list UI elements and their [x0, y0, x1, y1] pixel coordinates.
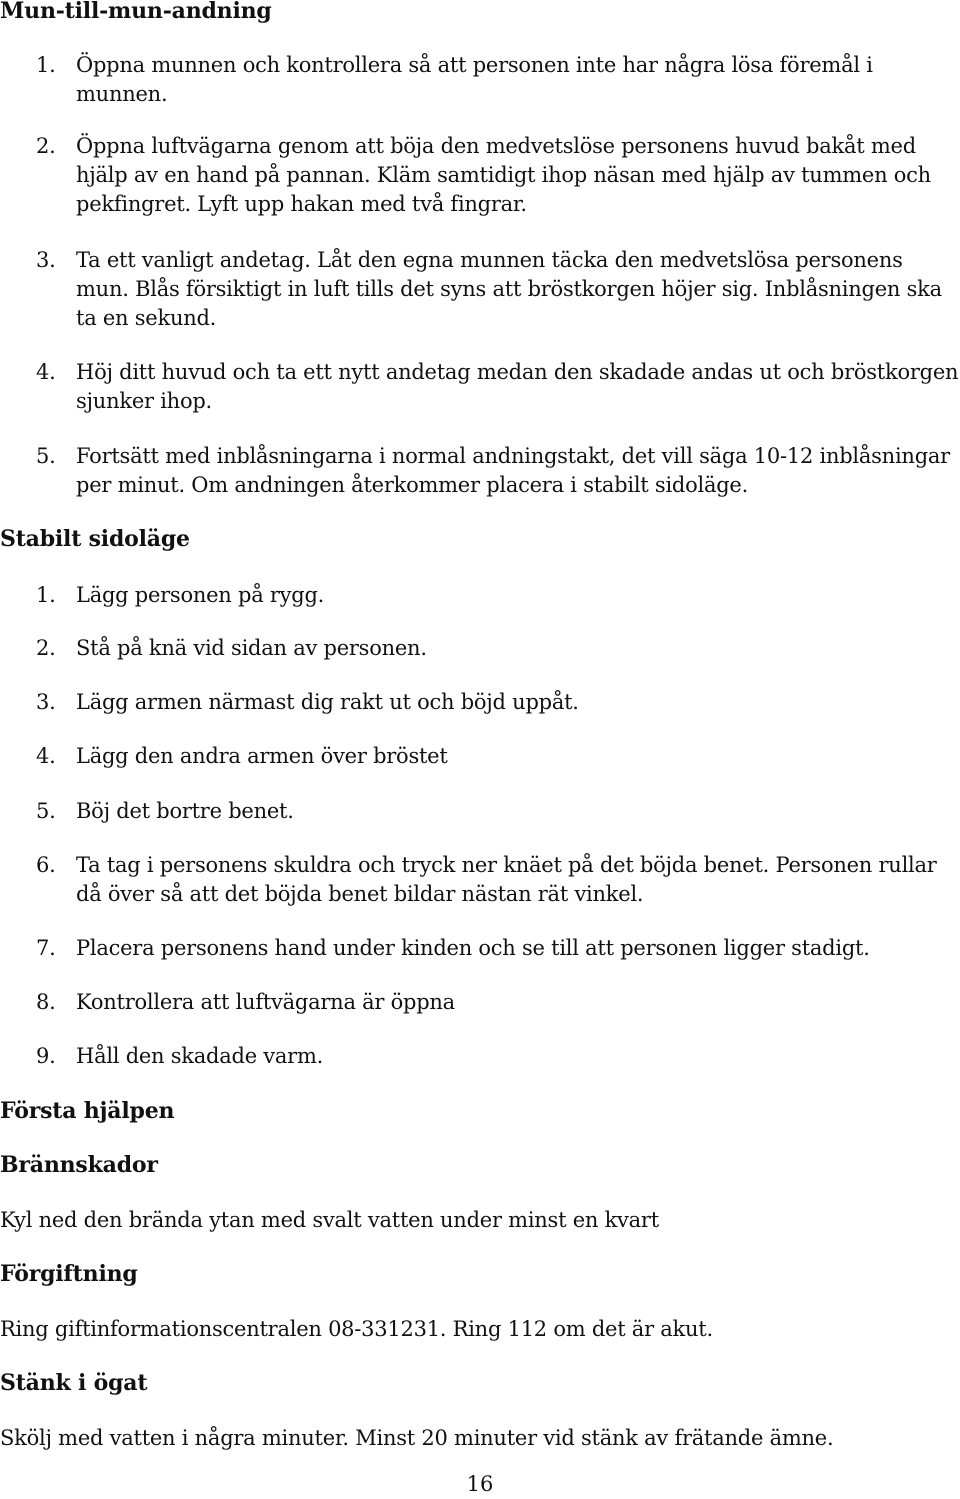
list-item-number: 2. — [36, 636, 56, 660]
list-item-number: 1. — [36, 53, 56, 77]
list-item-number: 3. — [36, 690, 56, 714]
list-item-text: Håll den skadade varm. — [76, 1044, 324, 1068]
list-item-text: Fortsätt med inblåsningarna i normal andningstakt, det vill säga 10-12 inblåsningar per minut. Om andningen återkommer placera i stabilt sidoläge. — [76, 444, 950, 497]
list-item-text: Böj det bortre benet. — [76, 799, 294, 823]
page-number: 16 — [466, 1472, 494, 1496]
list-item-number: 7. — [36, 936, 56, 960]
heading-stank-i-ogat: Stänk i ögat — [0, 1370, 148, 1396]
list-item-text: Kontrollera att luftvägarna är öppna — [76, 990, 455, 1014]
list-item-text: Ta ett vanligt andetag. Låt den egna munnen täcka den medvetslösa personens mun. Blås försiktigt in luft tills det syns att bröstkorgen höjer sig. Inblåsningen ska ta en sekund. — [76, 248, 942, 330]
list-item-text: Öppna luftvägarna genom att böja den medvetslöse personens huvud bakåt med hjälp av en hand på pannan. Kläm samtidigt ihop näsan med hjälp av tummen och pekfingret. Lyft upp hakan med två fingrar. — [76, 134, 931, 216]
list-item-number: 4. — [36, 360, 56, 384]
list-item-number: 9. — [36, 1044, 56, 1068]
list-item-number: 5. — [36, 444, 56, 468]
heading-mun-till-mun: Mun-till-mun-andning — [0, 0, 272, 24]
list-item-number: 3. — [36, 248, 56, 272]
list-item-text: Ta tag i personens skuldra och tryck ner knäet på det böjda benet. Personen rullar då över så att det böjda benet bildar nästan rät vinkel. — [76, 853, 937, 906]
list-item-text: Placera personens hand under kinden och se till att personen ligger stadigt. — [76, 936, 870, 960]
heading-brannskador: Brännskador — [0, 1152, 158, 1178]
list-item-text: Öppna munnen och kontrollera så att personen inte har några lösa föremål i munnen. — [76, 53, 873, 106]
heading-forsta-hjalpen: Första hjälpen — [0, 1098, 175, 1124]
list-item-text: Lägg den andra armen över bröstet — [76, 744, 448, 768]
list-item-number: 1. — [36, 583, 56, 607]
list-item-number: 5. — [36, 799, 56, 823]
paragraph-forgiftning: Ring giftinformationscentralen 08-331231. Ring 112 om det är akut. — [0, 1317, 713, 1341]
list-item-number: 4. — [36, 744, 56, 768]
list-item-text: Stå på knä vid sidan av personen. — [76, 636, 427, 660]
list-item-text: Höj ditt huvud och ta ett nytt andetag medan den skadade andas ut och bröstkorgen sjunker ihop. — [76, 360, 959, 413]
list-item-text: Lägg personen på rygg. — [76, 583, 325, 607]
heading-stabilt-sidolage: Stabilt sidoläge — [0, 526, 190, 552]
list-item-text: Lägg armen närmast dig rakt ut och böjd uppåt. — [76, 690, 579, 714]
list-item-number: 8. — [36, 990, 56, 1014]
paragraph-stank-i-ogat: Skölj med vatten i några minuter. Minst 20 minuter vid stänk av frätande ämne. — [0, 1426, 834, 1450]
list-item-number: 2. — [36, 134, 56, 158]
heading-forgiftning: Förgiftning — [0, 1261, 138, 1287]
list-item-number: 6. — [36, 853, 56, 877]
paragraph-brannskador: Kyl ned den brända ytan med svalt vatten under minst en kvart — [0, 1208, 659, 1232]
